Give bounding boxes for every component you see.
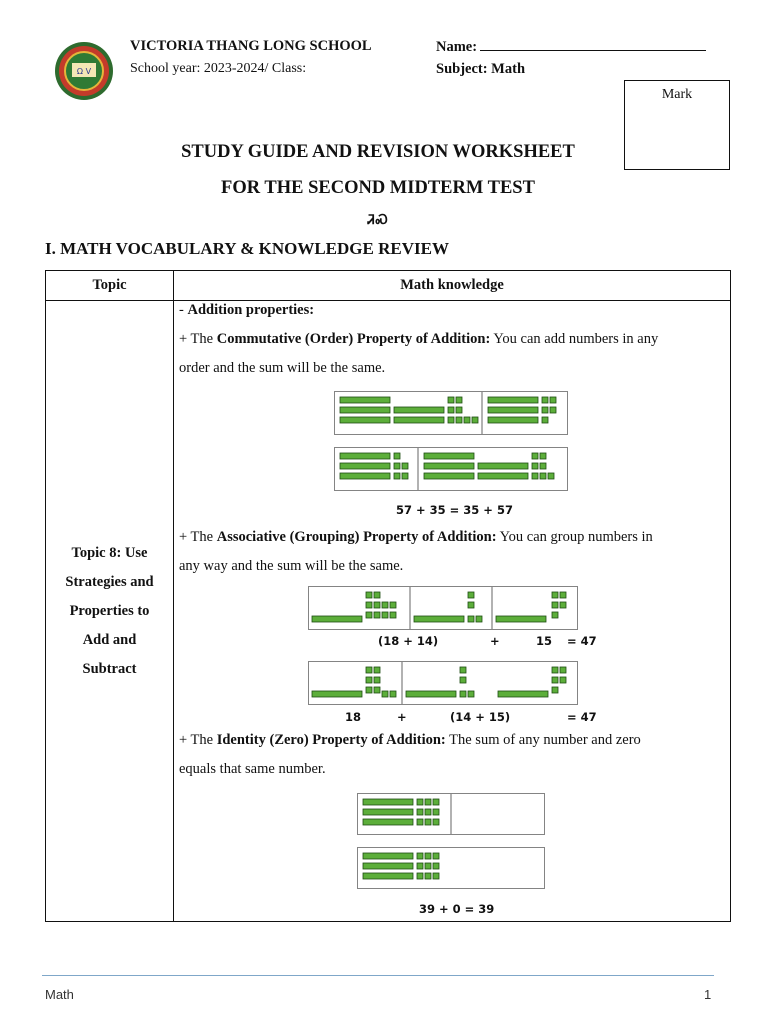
ten-rod — [414, 616, 464, 622]
unit-cube — [425, 799, 431, 805]
unit-cube — [417, 853, 423, 859]
unit-cube — [552, 602, 558, 608]
unit-cube — [374, 687, 380, 693]
unit-cube — [390, 691, 396, 697]
associative-eq2-plus: + — [397, 710, 407, 724]
ten-rod — [363, 799, 413, 805]
topic-cell — [46, 301, 174, 922]
unit-cube — [390, 602, 396, 608]
table-header-row — [46, 271, 731, 301]
topic-line: Strategies and — [65, 573, 154, 590]
unit-cube — [402, 473, 408, 479]
commutative-text-cont: order and the sum will be the same. — [179, 360, 386, 376]
unit-cube — [460, 667, 466, 673]
ten-rod — [340, 463, 390, 469]
unit-cube — [560, 667, 566, 673]
table-row — [46, 301, 731, 922]
unit-cube — [540, 473, 546, 479]
ten-rod — [363, 853, 413, 859]
knowledge-table — [45, 270, 731, 922]
block-frame — [309, 662, 578, 705]
knowledge-column-header: Math knowledge — [174, 271, 731, 301]
ten-rod — [394, 417, 444, 423]
unit-cube — [552, 677, 558, 683]
unit-cube — [560, 592, 566, 598]
ten-rod — [340, 407, 390, 413]
unit-cube — [468, 602, 474, 608]
unit-cube — [366, 677, 372, 683]
unit-cube — [460, 691, 466, 697]
unit-cube — [390, 612, 396, 618]
unit-cube — [472, 417, 478, 423]
unit-cube — [542, 417, 548, 423]
unit-cube — [417, 809, 423, 815]
ten-rod — [498, 691, 548, 697]
associative-blocks-top — [308, 586, 578, 630]
school-year: School year: 2023-2024/ Class: — [130, 61, 307, 76]
associative-eq1-result: = 47 — [567, 634, 597, 648]
unit-cube — [464, 417, 470, 423]
unit-cube — [374, 677, 380, 683]
associative-text: + The Associative (Grouping) Property of Addition: You can group numbers in — [179, 529, 653, 545]
subject-label: Subject: Math — [436, 61, 526, 77]
unit-cube — [550, 407, 556, 413]
unit-cube — [433, 809, 439, 815]
unit-cube — [532, 473, 538, 479]
unit-cube — [374, 612, 380, 618]
ten-rod — [488, 397, 538, 403]
identity-blocks-top — [357, 793, 545, 835]
unit-cube — [417, 863, 423, 869]
unit-cube — [460, 677, 466, 683]
associative-eq1-plus: + — [490, 634, 500, 648]
unit-cube — [433, 873, 439, 879]
unit-cube — [394, 473, 400, 479]
identity-blocks-bottom — [357, 847, 545, 889]
ten-rod — [406, 691, 456, 697]
unit-cube — [542, 407, 548, 413]
worksheet-title: STUDY GUIDE AND REVISION WORKSHEET — [181, 142, 575, 162]
identity-equation: 39 + 0 = 39 — [419, 902, 495, 916]
associative-eq2-result: = 47 — [567, 710, 597, 724]
ten-rod — [424, 473, 474, 479]
ten-rod — [340, 417, 390, 423]
unit-cube — [468, 691, 474, 697]
ten-rod — [496, 616, 546, 622]
unit-cube — [425, 853, 431, 859]
ten-rod — [340, 473, 390, 479]
topic-line: Topic 8: Use — [71, 544, 148, 561]
unit-cube — [456, 417, 462, 423]
unit-cube — [448, 417, 454, 423]
ten-rod — [478, 463, 528, 469]
unit-cube — [448, 397, 454, 403]
unit-cube — [433, 863, 439, 869]
unit-cube — [374, 667, 380, 673]
unit-cube — [417, 819, 423, 825]
ten-rod — [312, 616, 362, 622]
unit-cube — [560, 602, 566, 608]
unit-cube — [552, 612, 558, 618]
identity-text-cont: equals that same number. — [179, 761, 326, 777]
associative-text-cont: any way and the sum will be the same. — [179, 558, 404, 574]
page-number: 1 — [704, 987, 712, 1002]
unit-cube — [540, 463, 546, 469]
unit-cube — [552, 687, 558, 693]
unit-cube — [433, 819, 439, 825]
unit-cube — [366, 592, 372, 598]
svg-text:Ω V: Ω V — [76, 67, 92, 76]
associative-eq2-group: (14 + 15) — [450, 710, 511, 724]
unit-cube — [548, 473, 554, 479]
associative-eq1-group: (18 + 14) — [378, 634, 439, 648]
associative-blocks-bottom — [308, 661, 578, 705]
ten-rod — [394, 407, 444, 413]
unit-cube — [425, 819, 431, 825]
unit-cube — [476, 616, 482, 622]
ten-rod — [363, 809, 413, 815]
ten-rod — [363, 863, 413, 869]
ten-rod — [424, 453, 474, 459]
section-heading: I. MATH VOCABULARY & KNOWLEDGE REVIEW — [45, 239, 449, 258]
worksheet-subtitle: FOR THE SECOND MIDTERM TEST — [221, 178, 535, 198]
associative-eq2-addend: 18 — [345, 710, 362, 724]
addition-properties-heading: - Addition properties: — [179, 302, 315, 318]
ornament-divider: ᏘᏍ — [367, 212, 389, 227]
name-blank-line[interactable] — [480, 38, 706, 51]
ten-rod — [424, 463, 474, 469]
footer-rule — [42, 975, 714, 976]
unit-cube — [366, 602, 372, 608]
unit-cube — [382, 602, 388, 608]
unit-cube — [542, 397, 548, 403]
unit-cube — [468, 592, 474, 598]
unit-cube — [425, 873, 431, 879]
unit-cube — [433, 799, 439, 805]
unit-cube — [560, 677, 566, 683]
unit-cube — [425, 863, 431, 869]
ten-rod — [363, 819, 413, 825]
unit-cube — [402, 463, 408, 469]
commutative-blocks-bottom — [334, 447, 568, 491]
unit-cube — [382, 612, 388, 618]
topic-line: Properties to — [69, 602, 150, 619]
ten-rod — [478, 473, 528, 479]
unit-cube — [552, 592, 558, 598]
commutative-blocks-top — [334, 391, 568, 435]
unit-cube — [456, 407, 462, 413]
knowledge-cell — [174, 301, 731, 922]
ten-rod — [488, 407, 538, 413]
topic-column-header: Topic — [46, 271, 174, 301]
topic-line: Add and — [82, 631, 137, 648]
associative-eq1-addend: 15 — [536, 634, 553, 648]
unit-cube — [382, 691, 388, 697]
topic-line: Subtract — [82, 660, 137, 677]
unit-cube — [425, 809, 431, 815]
unit-cube — [532, 453, 538, 459]
unit-cube — [550, 397, 556, 403]
unit-cube — [374, 602, 380, 608]
unit-cube — [366, 612, 372, 618]
unit-cube — [366, 667, 372, 673]
ten-rod — [340, 453, 390, 459]
unit-cube — [552, 667, 558, 673]
commutative-equation: 57 + 35 = 35 + 57 — [396, 503, 513, 517]
block-frame — [309, 587, 578, 630]
unit-cube — [468, 616, 474, 622]
unit-cube — [456, 397, 462, 403]
unit-cube — [532, 463, 538, 469]
school-name: VICTORIA THANG LONG SCHOOL — [130, 38, 372, 54]
unit-cube — [433, 853, 439, 859]
ten-rod — [340, 397, 390, 403]
mark-label: Mark — [661, 87, 693, 102]
name-field[interactable] — [436, 38, 706, 56]
ten-rod — [363, 873, 413, 879]
unit-cube — [394, 463, 400, 469]
school-logo — [54, 41, 114, 101]
unit-cube — [417, 873, 423, 879]
ten-rod — [488, 417, 538, 423]
unit-cube — [374, 592, 380, 598]
unit-cube — [540, 453, 546, 459]
footer-subject: Math — [45, 987, 74, 1002]
unit-cube — [394, 453, 400, 459]
commutative-text: + The Commutative (Order) Property of Addition: You can add numbers in any — [179, 331, 659, 347]
name-label: Name: — [436, 39, 478, 55]
unit-cube — [366, 687, 372, 693]
unit-cube — [417, 799, 423, 805]
unit-cube — [448, 407, 454, 413]
ten-rod — [312, 691, 362, 697]
identity-text: + The Identity (Zero) Property of Addition: The sum of any number and zero — [179, 732, 641, 748]
